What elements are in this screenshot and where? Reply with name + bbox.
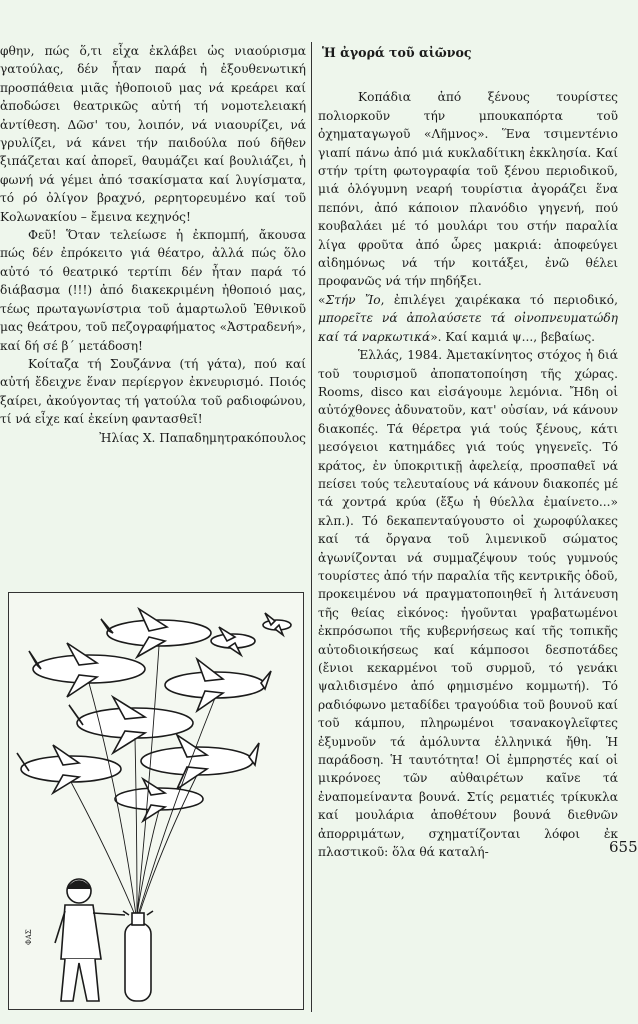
small-plane-icon bbox=[263, 613, 291, 635]
left-column bbox=[0, 0, 306, 447]
right-paragraph-2: Ἑλλάς, 1984. Ἀμετακίνητος στόχος ἡ διά τοῦ τουρισμοῦ ἀποπατοποίηση τῆς χώρας. Rooms, disco και εἰσάγουμε λεμόνια. Ἤδη οἱ αὐτόχθονες ἀδυνατοῦν, κατ' οὐσίαν, νά κάνουν διακοπές. Τά θέρετρα γιά τούς ξένους, κάτι μεσόγειοι κατημάδες γιά τούς γηγενεῖς. Τό κράτος, ἐν ὑποκριτικῇ ἀφελείᾳ, προσπαθεῖ νά πείσει τούς τελευταίους νά κάνουν διακοπές μέ τά χοντρά κρύα (ἔξω ἡ θύελλα ἐμαίνετο...» κλπ.). Τό δεκαπενταύγουστο οἱ χωροφύλακες καί τά ὄργανα τοῦ λιμενικοῦ σώματος ἀγωνίζονται νά συμμαζέψουν τούς γυμνούς τουρίστες ἀπό τήν παραλία τῆς κεντρικῆς ὁδοῦ, προκειμένου νά πραγματοποιηθεῖ ἡ λιτάνευση τῆς θείας εἰκόνος: ἡγοῦνται γραβατωμένοι ἐκπρόσωποι τῆς κυβερνήσεως καί τῆς τοπικῆς αὐτοδιοικήσεως καί κάμποσοι δεσποτάδες (ἔνιοι κεκαρμένοι τοῦ συρμοῦ, τό γενάκι ψαλιδισμένο ἀπό φημισμένο κομμωτή). Τό ραδιόφωνο μεταδίδει τραγούδια τοῦ βουνοῦ καί τοῦ κάμπου, πληρωμένοι τσανακογλεῖφτες ἐξυμνοῦν τά ἀμόλυντα ἑλληνικά ἤθη. Ἡ παράδοση. Ἡ ταυτότητα! Οἱ ἐμπρηστές καί οἱ μικρόνοες τῶν αὐθαιρέτων καῖνε τά ἐναπομείναντα βουνά. Στίς ρεματιές τρίκυκλα καί μουλάρια ἀποθέτουν βουνά διεθνῶν ἀπορριμάτων, σχηματίζονται λόφοι ἐκ πλαστικοῦ: ὅλα θά καταλή- bbox=[318, 348, 618, 860]
quote-italic-phrase: μπορεῖτε νά ἀπολαύσετε τά οἰνοπνευματώδη καί τά ναρκωτικά bbox=[318, 311, 618, 344]
balloon-plane-3 bbox=[165, 659, 271, 711]
quote-open: « bbox=[318, 292, 326, 307]
author-signature: Ἠλίας Χ. Παπαδημητρακόπουλος bbox=[99, 430, 306, 445]
quote-close: ». Καί καμιά ψ..., βεβαίως. bbox=[430, 329, 596, 344]
balloon-plane-7 bbox=[115, 779, 203, 821]
small-plane-icon-2 bbox=[211, 627, 255, 655]
quote-italic-place: Στήν Ἴο bbox=[325, 292, 381, 307]
quote-middle: , ἐπιλέγει χαιρέκακα τό περιοδικό, bbox=[380, 292, 618, 307]
man-figure-icon bbox=[55, 879, 125, 1001]
right-quote-paragraph bbox=[318, 291, 618, 346]
balloon-plane-5 bbox=[17, 745, 121, 793]
page-number: 655 bbox=[609, 838, 638, 856]
left-paragraph-2: Φεῦ! Ὅταν τελείωσε ἡ ἐκπομπή, ἄκουσα πώς δέν ἐπρόκειτο γιά θέατρο, ἀλλά πώς ὅλο αὐτό τό θεατρικό τερτίπι δέν ἦταν παρά τό διάβασμα (!!!) ἀπό διακεκριμένη ἠθοποιό μας, τέως πρωταγωνίστρια τοῦ ἁμαρτωλοῦ Ἐθνικοῦ μας θεάτρου, τοῦ πεζογραφήματος «Ἀστραδενή», καί δή σέ β΄ μετάδοση! bbox=[0, 228, 306, 353]
balloon-plane-4 bbox=[69, 697, 193, 753]
artist-signature-mark bbox=[25, 929, 33, 945]
svg-text:ΦΑΣ: ΦΑΣ bbox=[25, 929, 33, 945]
airplane-balloons-icon bbox=[9, 593, 303, 1009]
left-paragraph-1: φθην, πώς ὅ,τι εἶχα ἐκλάβει ὡς νιαούρισμα γατούλας, δέν ἦταν παρά ἡ ἐξουθενωτική προσπάθεια μιᾶς ἠθοποιοῦ μας νά κρεάρει καί ἀποδώσει θεατρικῶς αὐτή τή νομοτελειακή ἀντίθεση. Δῶσ' του, λοιπόν, νά νιαουρίζει, νά γρυλίζει, νά κάνει τήν παιδούλα πού δῆθεν ξιπάζεται καί ἀπορεῖ, θαυμάζει καί βουλιάζει, ἡ φωνή νά γέμει ἀπό τσακίσματα καί λυγίσματα, τό ρό ὀλίγον βραχνό, ρερητορευμένο καί τοῦ Κολωνακίου – ἔμεινα κεχηνός! bbox=[0, 44, 306, 224]
cartoon-illustration bbox=[8, 592, 304, 1010]
balloon-plane-1 bbox=[101, 609, 211, 657]
balloon-plane-2 bbox=[29, 643, 145, 697]
section-heading: Ἡ ἀγορά τοῦ αἰῶνος bbox=[322, 45, 472, 60]
balloon-plane-6 bbox=[141, 735, 259, 789]
right-column bbox=[318, 0, 618, 861]
right-paragraph-1: Κοπάδια ἀπό ξένους τουρίστες πολιορκοῦν τήν μπουκαπόρτα τοῦ ὀχηματαγωγοῦ «Λῆμνος». Ἕνα τσιμεντένιο γιαπί πάνω ἀπό μιά κυκλαδίτικη ἐκκλησία. Καί στήν τρίτη φωτογραφία τοῦ ξένου περιοδικοῦ, μιά ὁλόγυμνη νεαρή τουρίστια ἀγοράζει ἕνα πεπόνι, ἀπό κάποιον πλανόδιο γηγενή, πού κουβαλάει μέ τό μουλάρι του στήν παραλία λίγα φροῦτα ἀπό ὧρες μακριά: ἀποφεύγει αἰδημόνως νά τήν κοιτάξει, ἐνῶ θέλει προφανῶς νά τήν πηδήξει. bbox=[318, 90, 618, 289]
gas-cylinder-icon bbox=[123, 911, 153, 1001]
left-paragraph-3: Κοίταζα τή Σουζάννα (τή γάτα), πού καί αὐτή ἔδειχνε ἕναν περίεργον ἐκνευρισμό. Ποιός ξαίρει, ἀκούγοντας τή γατούλα τοῦ ραδιοφώνου, τί νά εἶχε καί ἐκείνη φαντασθεῖ! bbox=[0, 356, 306, 427]
column-divider bbox=[311, 42, 312, 1012]
